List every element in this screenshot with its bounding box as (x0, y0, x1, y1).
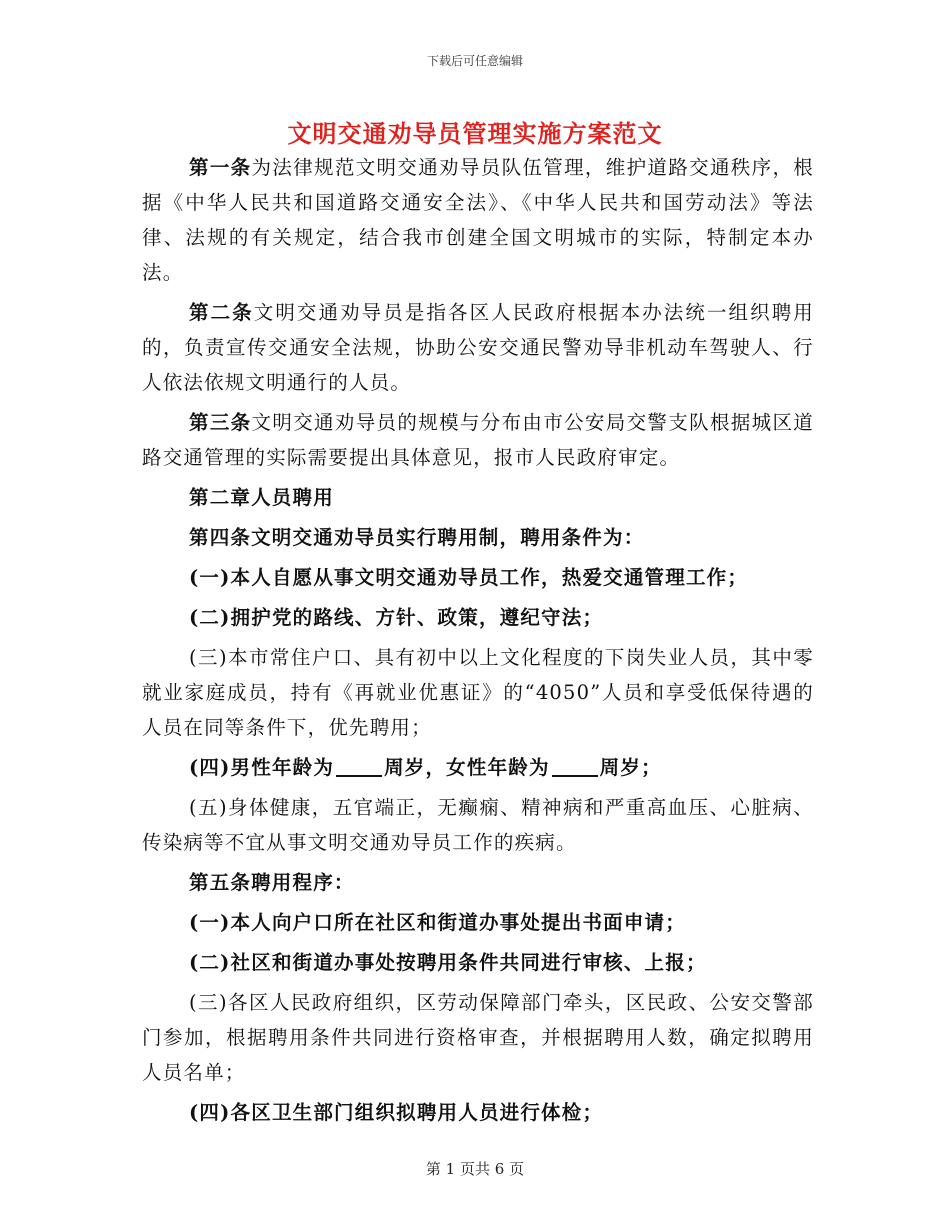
article-3 (142, 405, 814, 475)
article-2-text: 文明交通劝导员是指各区人民政府根据本办法统一组织聘用的，负责宣传交通安全法规，协助公安交通民警劝导非机动车驾驶人、行人依法依规文明通行的人员。 (142, 301, 814, 394)
condition-4-part-c: 周岁； (599, 756, 662, 779)
condition-1: (一)本人自愿从事文明交通劝导员工作，热爱交通管理工作； (189, 566, 749, 589)
document-body (142, 150, 814, 1135)
condition-4 (142, 750, 814, 785)
female-age-blank (552, 755, 598, 777)
article-1-lead: 第一条 (189, 156, 252, 179)
condition-3: (三)本市常住户口、具有初中以上文化程度的下岗失业人员，其中零就业家庭成员，持有《再就业优惠证》的“4050”人员和享受低保待遇的人员在同等条件下，优先聘用； (142, 646, 814, 739)
document-title: 文明交通劝导员管理实施方案范文 (287, 119, 663, 148)
article-1-text: 为法律规范文明交通劝导员队伍管理，维护道路交通秩序，根据《中华人民共和国道路交通安全法》、《中华人民共和国劳动法》等法律、法规的有关规定，结合我市创建全国文明城市的实际，特制定本办法。 (142, 156, 814, 284)
header-note: 下载后可任意编辑 (426, 54, 523, 68)
procedure-4: (四)各区卫生部门组织拟聘用人员进行体检； (189, 1101, 604, 1124)
article-1 (142, 150, 814, 290)
procedure-3: (三)各区人民政府组织，区劳动保障部门牵头，区民政、公安交警部门参加，根据聘用条件共同进行资格审查，并根据聘用人数，确定拟聘用人员名单； (142, 991, 814, 1084)
male-age-blank (336, 755, 382, 777)
condition-2: (二)拥护党的路线、方针、政策，遵纪守法； (189, 606, 604, 629)
condition-5: (五)身体健康，五官端正，无癫痫、精神病和严重高血压、心脏病、传染病等不宜从事文明交通劝导员工作的疾病。 (142, 796, 814, 854)
procedure-2: (二)社区和街道办事处按聘用条件共同进行审核、上报； (189, 951, 707, 974)
condition-4-part-a: (四)男性年龄为 (189, 756, 335, 779)
article-3-lead: 第三条 (189, 411, 252, 434)
page-number: 第 1 页共 6 页 (425, 1160, 525, 1178)
chapter-heading: 第二章人员聘用 (189, 486, 334, 509)
condition-4-part-b: 周岁，女性年龄为 (384, 756, 550, 779)
article-2-lead: 第二条 (189, 301, 254, 324)
article-3-text: 文明交通劝导员的规模与分布由市公安局交警支队根据城区道路交通管理的实际需要提出具体意见，报市人民政府审定。 (142, 411, 814, 469)
article-5-heading: 第五条聘用程序： (189, 871, 355, 894)
article-4-heading: 第四条文明交通劝导员实行聘用制，聘用条件为： (189, 526, 645, 549)
procedure-1: (一)本人向户口所在社区和街道办事处提出书面申请； (189, 911, 686, 934)
article-2 (142, 295, 814, 400)
